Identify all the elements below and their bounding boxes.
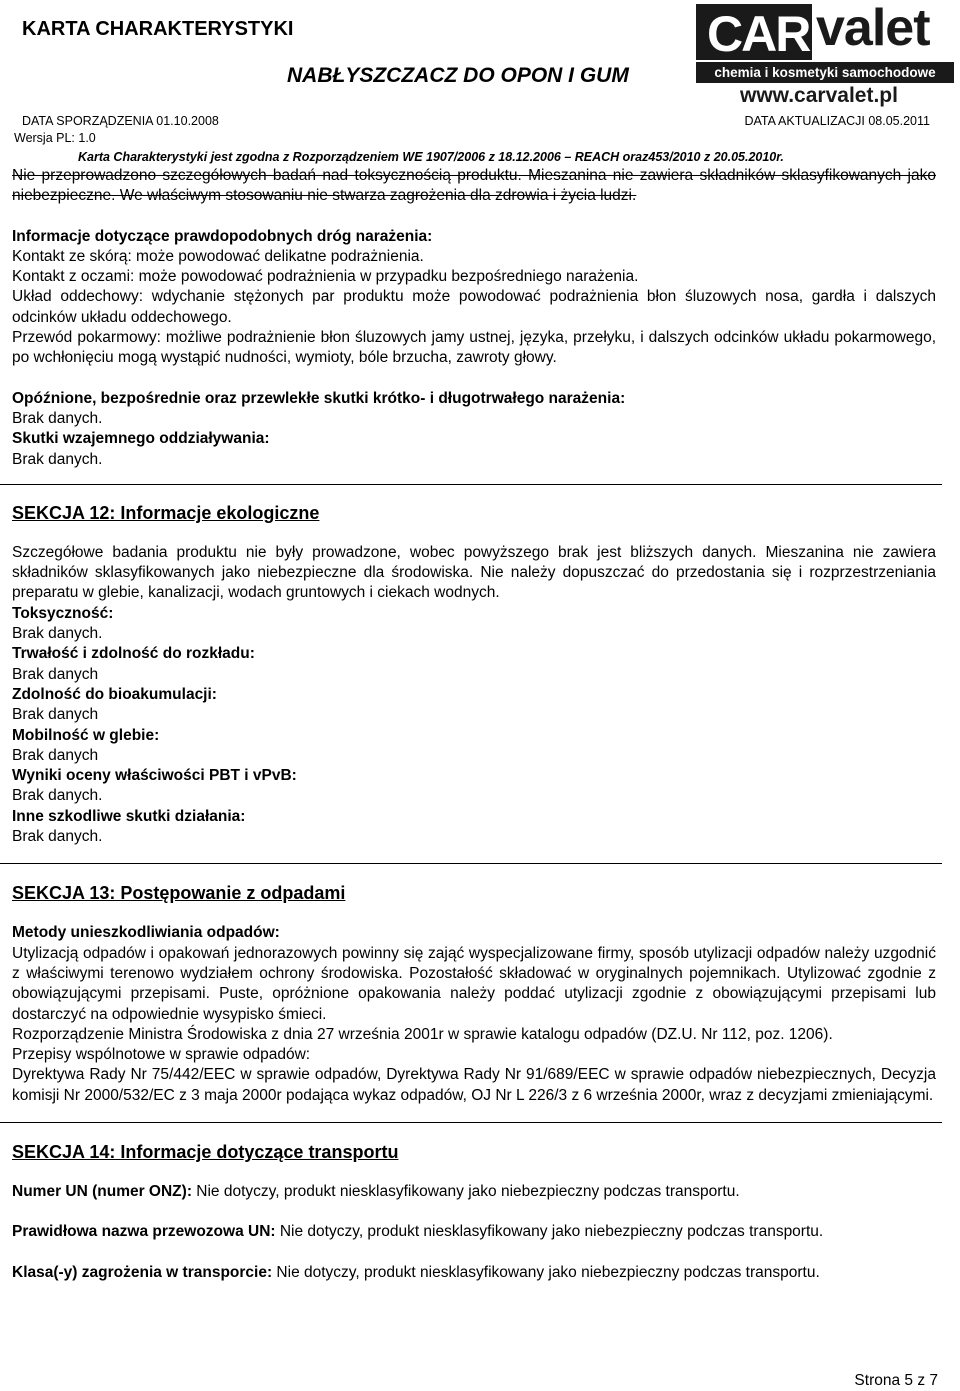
interaction-value: Brak danych. [12,450,103,468]
exposure-respiratory: Układ oddechowy: wdychanie stężonych par produktu może powodować podrażnienia błon śluzowych nosa, gardła i dalszych odcinków układu oddechowego. [12,288,936,326]
exposure-skin: Kontakt ze skórą: może powodować delikatne podrażnienia. [12,247,424,265]
logo-tagline: chemia i kosmetyki samochodowe [696,62,954,83]
eco-item-label: Toksyczność: [12,604,114,622]
logo-url: www.carvalet.pl [740,84,898,107]
hazard-class-value: Nie dotyczy, produkt niesklasyfikowany jako niebezpieczny podczas transportu. [272,1263,820,1281]
date-updated: DATA AKTUALIZACJI 08.05.2011 [744,114,930,128]
document-body [12,166,936,1283]
shipping-name-label: Prawidłowa nazwa przewozowa UN: [12,1223,276,1241]
waste-regulation-text: Rozporządzenie Ministra Środowiska z dnia 27 września 2001r w sprawie katalogu odpadów (DZ.U. Nr 112, poz. 1206). [12,1025,833,1043]
page-number: Strona 5 z 7 [854,1372,938,1389]
logo-valet-text: valet [816,0,930,57]
delayed-effects-value: Brak danych. [12,409,103,427]
exposure-eyes: Kontakt z oczami: może powodować podrażnienia w przypadku bezpośredniego narażenia. [12,268,639,286]
shipping-name-value: Nie dotyczy, produkt niesklasyfikowany jako niebezpieczny podczas transportu. [275,1223,824,1241]
eco-item-value: Brak danych. [12,787,103,805]
exposure-digestive: Przewód pokarmowy: możliwe podrażnienie błon śluzowych jamy ustnej, języka, przełyku, i dalszych odcinków układu pokarmowego, po wchłonięciu mogą wystąpić nudności, wymioty, bóle brzucha, zawroty głowy. [12,329,936,367]
spacer [12,207,936,227]
section14-title: SEKCJA 14: Informacje dotyczące transportu [12,1141,399,1162]
un-number-value: Nie dotyczy, produkt niesklasyfikowany jako niebezpieczny podczas transportu. [191,1182,740,1200]
community-rules-heading: Przepisy wspólnotowe w sprawie odpadów: [12,1046,311,1064]
regulation-note: Karta Charakterystyki jest zgodna z Rozporządzeniem WE 1907/2006 z 18.12.2006 – REACH oraz453/2010 z 20.05.2010r. [78,150,784,164]
section12-title: SEKCJA 12: Informacje ekologiczne [12,502,320,523]
eco-item-label: Zdolność do bioakumulacji: [12,685,217,703]
hazard-class-label: Klasa(-y) zagrożenia w transporcie: [12,1263,273,1281]
eco-item-value: Brak danych [12,706,99,724]
eco-item-label: Inne szkodliwe skutki działania: [12,807,246,825]
eco-item-value: Brak danych [12,746,99,764]
section11-intro: Nie przeprowadzono szczegółowych badań nad toksycznością produktu. Mieszanina nie zawiera składników sklasyfikowanych jako niebezpieczne. We właściwym stosowaniu nie stwarza zagrożenia dla zdrowia i życia ludzi. [12,167,936,205]
spacer [12,1243,936,1263]
eco-item-value: Brak danych. [12,828,103,846]
shipping-name-line [12,1222,936,1242]
version: Wersja PL: 1.0 [14,131,96,145]
eco-item-label: Mobilność w glebie: [12,726,160,744]
logo-car-text: CAR [707,6,810,62]
eco-item-label: Wyniki oceny właściwości PBT i vPvB: [12,767,297,785]
logo-car-box [696,4,812,60]
spacer [12,1202,936,1222]
waste-methods-text: Utylizacją odpadów i opakowań jednorazowych powinny się zająć wyspecjalizowane firmy, sposób utylizacji odpadów należy uzgodnić z właściwymi terenowo wydziałem ochrony środowiska. Pozostałość składować w oryginalnych pojemnikach. Utylizować zgodnie z obowiązującymi przepisami. Puste, opróżnione opakowania należy poddać utylizacji zgodnie z obowiązującymi przepisami lub dostarczyć na odpowiednie wysypisko śmieci. [12,944,936,1023]
delayed-effects-heading: Opóźnione, bezpośrednie oraz przewlekłe skutki krótko- i długotrwałego narażenia: [12,389,626,407]
eco-item-value: Brak danych. [12,625,103,643]
product-name: NABŁYSZCZACZ DO OPON I GUM [287,64,629,87]
hazard-class-line [12,1263,936,1283]
section12-intro: Szczegółowe badania produktu nie były prowadzone, wobec powyższego brak jest bliższych danych. Mieszanina nie zawiera składników sklasyfikowanych jako niebezpieczne dla środowiska. Nie należy dopuszczać do przedostania się i rozprzestrzeniania preparatu w glebie, kanalizacji, wodach gruntowych i ciekach wodnych. [12,543,936,602]
section13-title: SEKCJA 13: Postępowanie z odpadami [12,883,346,904]
interaction-heading: Skutki wzajemnego oddziaływania: [12,430,270,448]
waste-methods-heading: Metody unieszkodliwiania odpadów: [12,924,280,942]
exposure-heading: Informacje dotyczące prawdopodobnych dróg narażenia: [12,227,433,245]
eco-item-label: Trwałość i zdolność do rozkładu: [12,645,255,663]
carvalet-logo [696,0,954,108]
section12-items [12,604,936,848]
spacer [12,369,936,389]
un-number-line [12,1182,936,1202]
document-type-title: KARTA CHARAKTERYSTYKI [22,18,294,40]
eco-item-value: Brak danych [12,665,99,683]
un-number-label: Numer UN (numer ONZ): [12,1182,192,1200]
date-created: DATA SPORZĄDZENIA 01.10.2008 [22,114,219,128]
community-rules-text: Dyrektywa Rady Nr 75/442/EEC w sprawie odpadów, Dyrektywa Rady Nr 91/689/EEC w sprawie odpadów niebezpiecznych, Decyzja komisji Nr 2000/532/EC z 3 maja 2000r podająca wykaz odpadów, OJ Nr L 226/3 z 6 września 2000r, wraz z decyzjami zmieniającymi. [12,1066,936,1104]
